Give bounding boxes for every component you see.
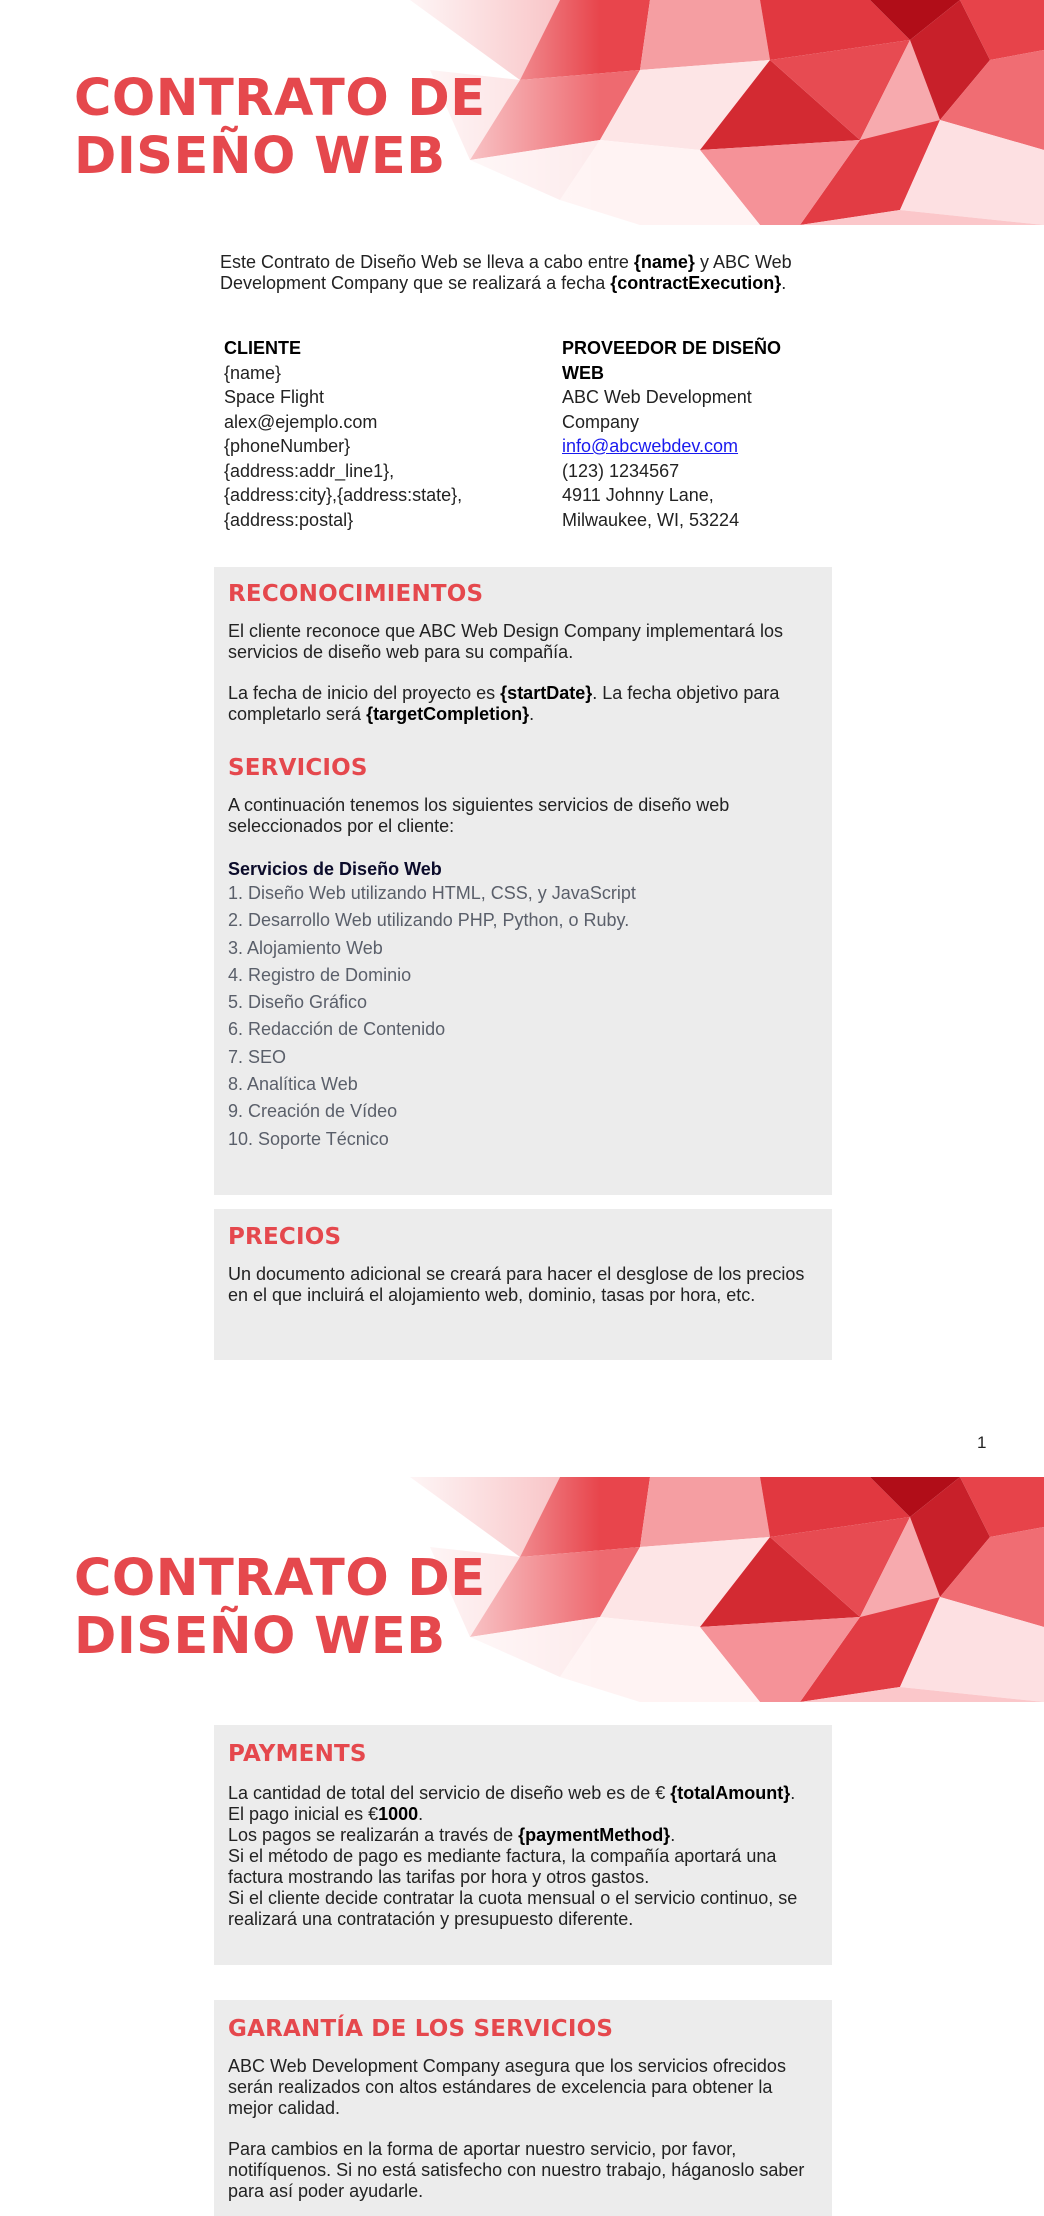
- intro-name-placeholder: {name}: [633, 252, 695, 272]
- pricing-box: [214, 1209, 832, 1360]
- acknowledgements-heading: RECONOCIMIENTOS: [228, 581, 484, 607]
- list-item: 3. Alojamiento Web: [228, 937, 383, 958]
- acknowledgements-services-box: [214, 567, 832, 1195]
- dates-text: . La fecha objetivo para completarlo será: [228, 683, 780, 724]
- provider-heading: WEB: [562, 362, 604, 383]
- list-item: 6. Redacción de Contenido: [228, 1019, 446, 1040]
- payments-paragraph: [228, 1783, 818, 1930]
- provider-email-link[interactable]: info@abcwebdev.com: [562, 436, 739, 456]
- pricing-heading: PRECIOS: [228, 1224, 342, 1250]
- payments-box: [214, 1725, 832, 1965]
- services-heading: SERVICIOS: [228, 755, 368, 781]
- intro-text: y ABC Web Development Company que se realizará a fecha: [220, 252, 792, 293]
- document-page-2: [0, 1477, 1044, 2216]
- client-name: {name}: [224, 362, 282, 383]
- list-item: 10. Soporte Técnico: [228, 1128, 389, 1149]
- payments-text: .: [790, 1783, 796, 1803]
- dates-text: La fecha de inicio del proyecto es: [228, 683, 501, 703]
- warranty-box: [214, 2000, 832, 2216]
- warranty-changes-paragraph: Para cambios en la forma de aportar nuestro servicio, por favor, notifíquenos. Si no está satisfecho con nuestro trabajo, háganoslo saber para así poder ayudarle.: [228, 2139, 805, 2201]
- payments-text: .: [418, 1804, 424, 1824]
- client-phone: {phoneNumber}: [224, 436, 351, 456]
- client-block: [224, 336, 544, 532]
- target-completion-placeholder: {targetCompletion}: [366, 704, 530, 724]
- payments-heading: PAYMENTS: [228, 1741, 367, 1767]
- list-item: 4. Registro de Dominio: [228, 964, 412, 985]
- client-address-postal: {address:postal}: [224, 509, 354, 530]
- intro-date-placeholder: {contractExecution}: [610, 273, 782, 293]
- acknowledgements-paragraph: El cliente reconoce que ABC Web Design Company implementará los servicios de diseño web para su compañía.: [228, 621, 783, 662]
- payments-text: La cantidad de total del servicio de diseño web es de €: [228, 1783, 671, 1803]
- client-company: Space Flight: [224, 387, 325, 407]
- payments-monthly-text: Si el cliente decide contratar la cuota mensual o el servicio continuo, se realizará una contratación y presupuesto diferente.: [228, 1888, 798, 1929]
- client-address-line: {address:addr_line1},: [224, 460, 395, 481]
- title-line-2: DISEÑO WEB: [74, 127, 446, 186]
- services-intro: A continuación tenemos los siguientes servicios de diseño web seleccionados por el cliente:: [228, 795, 730, 836]
- start-date-placeholder: {startDate}: [500, 683, 593, 703]
- client-email: alex@ejemplo.com: [224, 411, 378, 432]
- provider-phone: (123) 1234567: [562, 460, 680, 481]
- provider-company: Company: [562, 411, 640, 432]
- document-title: [74, 70, 486, 186]
- provider-company: ABC Web Development: [562, 387, 752, 407]
- pricing-paragraph: Un documento adicional se creará para hacer el desglose de los precios en el que incluirá el alojamiento web, dominio, tasas por hora, etc.: [228, 1264, 805, 1305]
- list-item: 2. Desarrollo Web utilizando PHP, Python, o Ruby.: [228, 910, 630, 931]
- intro-paragraph: [220, 252, 820, 294]
- payments-text: El pago inicial es €: [228, 1804, 379, 1824]
- list-item: 1. Diseño Web utilizando HTML, CSS, y JavaScript: [228, 883, 636, 903]
- title-line-1: CONTRATO DE: [74, 69, 486, 128]
- services-list-title: Servicios de Diseño Web: [228, 859, 442, 879]
- dates-text: .: [529, 704, 535, 724]
- document-title: [74, 1550, 486, 1666]
- list-item: 7. SEO: [228, 1046, 287, 1067]
- provider-block: [562, 336, 812, 532]
- payments-invoice-text: Si el método de pago es mediante factura, la compañía aportará una factura mostrando las tarifas por hora y otros gastos.: [228, 1846, 777, 1887]
- warranty-paragraph: ABC Web Development Company asegura que los servicios ofrecidos serán realizados con altos estándares de excelencia para obtener la mejor calidad.: [228, 2056, 786, 2118]
- payments-text: Los pagos se realizarán a través de: [228, 1825, 519, 1845]
- client-address-city: {address:city},{address:state},: [224, 485, 463, 505]
- services-list: [228, 880, 818, 1153]
- list-item: 8. Analítica Web: [228, 1074, 358, 1095]
- acknowledgements-dates-paragraph: [228, 683, 818, 725]
- provider-heading: PROVEEDOR DE DISEÑO: [562, 338, 782, 358]
- provider-address-city: Milwaukee, WI, 53224: [562, 509, 740, 530]
- list-item: 9. Creación de Vídeo: [228, 1101, 398, 1122]
- title-line-2: DISEÑO WEB: [74, 1607, 446, 1666]
- payment-method-placeholder: {paymentMethod}: [518, 1825, 671, 1845]
- client-heading: CLIENTE: [224, 338, 302, 358]
- intro-text: .: [781, 273, 787, 293]
- total-amount-placeholder: {totalAmount}: [670, 1783, 791, 1803]
- warranty-heading: GARANTÍA DE LOS SERVICIOS: [228, 2016, 614, 2042]
- payments-text: .: [670, 1825, 676, 1845]
- intro-text: Este Contrato de Diseño Web se lleva a cabo entre: [220, 252, 634, 272]
- title-line-1: CONTRATO DE: [74, 1549, 486, 1608]
- list-item: 5. Diseño Gráfico: [228, 992, 368, 1013]
- page-number: 1: [977, 1433, 987, 1452]
- provider-address-line: 4911 Johnny Lane,: [562, 485, 714, 505]
- initial-payment-amount: 1000: [378, 1804, 419, 1824]
